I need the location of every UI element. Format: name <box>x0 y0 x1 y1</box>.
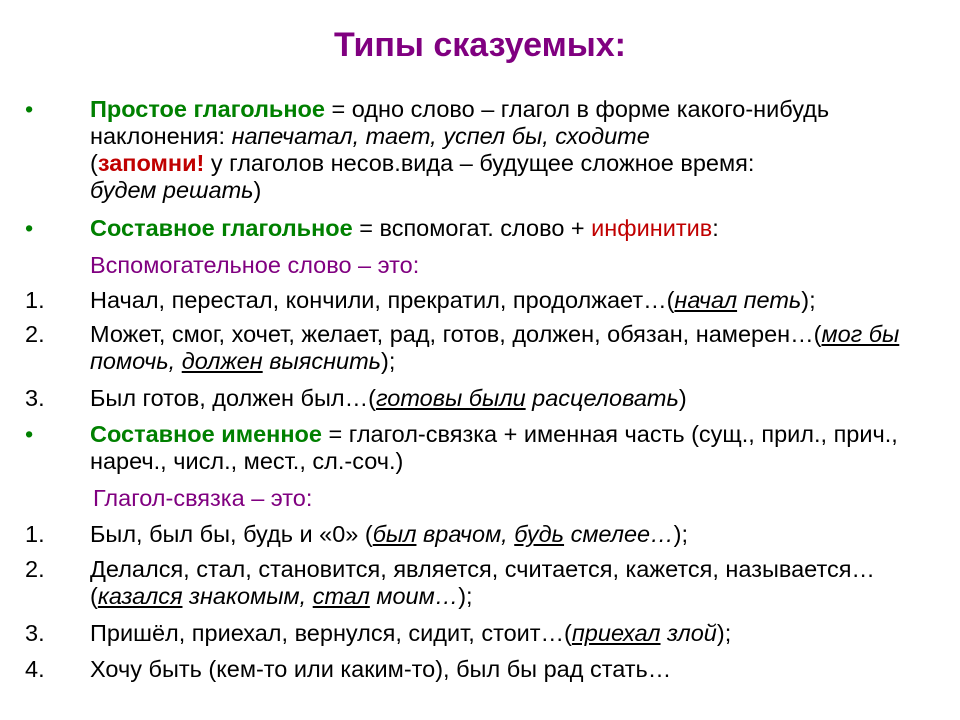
item-words: Может, смог, хочет, желает, рад, готов, должен, обязан, намерен…( <box>90 321 822 347</box>
definition: = глагол-связка + именная часть (сущ., прил., прич., нареч., числ., мест., сл.-соч.) <box>90 421 898 474</box>
colon: : <box>712 215 719 241</box>
item-end: ); <box>381 348 396 374</box>
item-number: 1. <box>25 521 45 547</box>
note-text: у глаголов несов.вида – будущее сложное время: <box>204 150 755 176</box>
bullet-marker: • <box>25 215 34 241</box>
definition: = вспомогат. слово + <box>352 215 592 241</box>
bullet-marker: • <box>25 421 34 447</box>
item-number: 4. <box>25 656 45 682</box>
item-end: ) <box>678 385 687 411</box>
item-text <box>90 287 940 314</box>
term-compound-nominal: Составное именное <box>90 421 322 447</box>
item-text <box>90 385 940 412</box>
example-future: будем решать <box>90 177 254 203</box>
remember-note: запомни! <box>97 150 205 176</box>
item-end: ); <box>673 521 688 547</box>
item-words: Начал, перестал, кончили, прекратил, продолжает…( <box>90 287 675 313</box>
item-end: ); <box>801 287 816 313</box>
item-text <box>90 521 940 548</box>
term-compound-verbal: Составное глагольное <box>90 215 353 241</box>
bullet-marker: • <box>25 96 34 122</box>
example-underlined: был <box>372 521 417 547</box>
item-words: Делался, стал, становится, является, считается, кажется, называется…( <box>90 556 875 609</box>
example: врачом, <box>416 521 515 547</box>
example: злой <box>660 620 717 646</box>
example: знакомым, <box>182 583 313 609</box>
item-text <box>90 620 940 647</box>
example-underlined: мог бы <box>821 321 900 347</box>
example: выяснить <box>262 348 382 374</box>
item-words: Пришёл, приехал, вернулся, сидит, стоит…( <box>90 620 572 646</box>
example-underlined: будь <box>514 521 565 547</box>
item-number: 2. <box>25 321 45 347</box>
item-words: Был, был бы, будь и «0» ( <box>90 521 373 547</box>
aux-heading: Вспомогательное слово – это: <box>90 252 420 278</box>
bullet-text <box>90 96 940 204</box>
example: петь <box>743 287 802 313</box>
examples: напечатал, тает, успел бы, сходите <box>231 123 650 149</box>
bullet-text <box>90 421 940 475</box>
item-text <box>90 321 940 375</box>
example-underlined: стал <box>312 583 370 609</box>
item-number: 2. <box>25 556 45 582</box>
item-number: 3. <box>25 385 45 411</box>
infinitive-label: инфинитив <box>591 215 713 241</box>
item-number: 1. <box>25 287 45 313</box>
item-end: ); <box>458 583 473 609</box>
slide-title: Типы сказуемых: <box>333 26 627 64</box>
link-heading: Глагол-связка – это: <box>93 485 313 511</box>
item-text: Хочу быть (кем-то или каким-то), был бы рад стать… <box>90 656 672 682</box>
item-number: 3. <box>25 620 45 646</box>
example-underlined: приехал <box>571 620 661 646</box>
item-end: ); <box>716 620 732 646</box>
example: расцеловать <box>525 385 679 411</box>
paren: ( <box>90 150 98 176</box>
term-simple-verbal: Простое глагольное <box>90 96 325 122</box>
definition: = одно слово – глагол в форме какого-нибудь наклонения: <box>90 96 830 149</box>
example: помочь, <box>90 348 182 374</box>
item-text <box>90 556 940 610</box>
paren: ) <box>253 177 262 203</box>
example-underlined: готовы были <box>375 385 526 411</box>
example: моим… <box>369 583 459 609</box>
example: смелее… <box>564 521 674 547</box>
example-underlined: казался <box>97 583 183 609</box>
example-underlined: начал <box>674 287 738 313</box>
item-words: Был готов, должен был…( <box>90 385 376 411</box>
example-underlined: должен <box>181 348 263 374</box>
bullet-text <box>90 215 940 242</box>
